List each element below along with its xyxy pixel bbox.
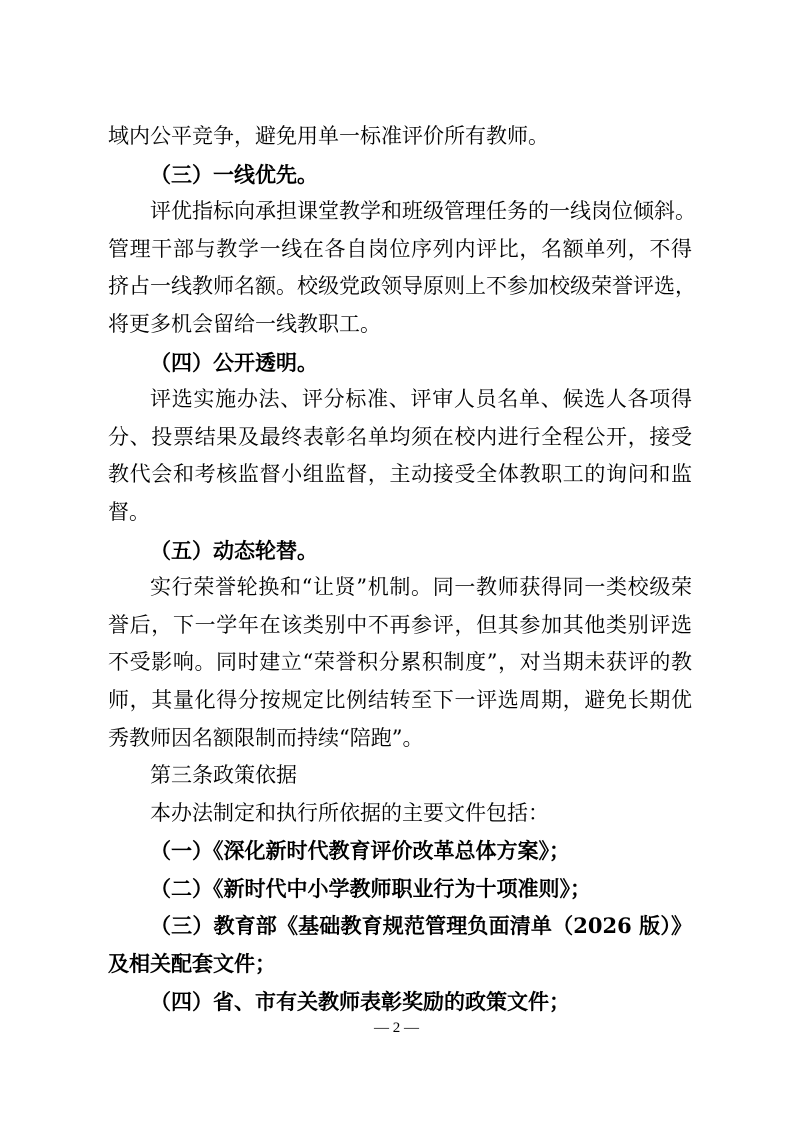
heading-line: （一）《深化新时代教育评价改革总体方案》； [150, 838, 570, 864]
text-line: 秀教师因名额限制而持续“陪跑”。 [108, 725, 424, 750]
heading-line: （四）公开透明。 [150, 349, 318, 375]
text-line: 不受影响。同时建立“荣誉积分累积制度”，对当期未获评的教 [108, 650, 692, 675]
text-line: 本办法制定和执行所依据的主要文件包括： [150, 800, 549, 825]
heading-line: （二）《新时代中小学教师职业行为十项准则》； [150, 875, 591, 901]
text-line: 誉后，下一学年在该类别中不再参评，但其参加其他类别评选 [108, 612, 692, 637]
text-line: 挤占一线教师名额。校级党政领导原则上不参加校级荣誉评选， [108, 274, 696, 299]
heading-line: （三）教育部《基础教育规范管理负面清单（2026 版）》 [150, 913, 692, 939]
heading-line: 及相关配套文件； [108, 951, 276, 977]
text-line: 分、投票结果及最终表彰名单均须在校内进行全程公开，接受 [108, 424, 692, 449]
page-number: — 2 — [374, 1020, 419, 1036]
text-line: 评优指标向承担课堂教学和班级管理任务的一线岗位倾斜。 [150, 199, 696, 224]
text-line: 将更多机会留给一线教职工。 [108, 311, 381, 336]
heading-line: （四）省、市有关教师表彰奖励的政策文件； [150, 988, 570, 1014]
document-body [108, 118, 696, 1020]
text-line: 域内公平竞争，避免用单一标准评价所有教师。 [108, 124, 549, 148]
heading-line: （五）动态轮替。 [150, 537, 318, 563]
text-line: 督。 [108, 499, 150, 524]
text-line: 实行荣誉轮换和“让贤”机制。同一教师获得同一类校级荣 [150, 575, 692, 600]
text-line: 教代会和考核监督小组监督，主动接受全体教职工的询问和监 [108, 462, 692, 487]
text-line: 管理干部与教学一线在各自岗位序列内评比，名额单列，不得 [108, 236, 692, 261]
text-line: 第三条政策依据 [150, 763, 297, 788]
text-line: 评选实施办法、评分标准、评审人员名单、候选人各项得 [150, 387, 692, 412]
heading-line: （三）一线优先。 [150, 161, 318, 187]
text-line: 师，其量化得分按规定比例结转至下一评选周期，避免长期优 [108, 687, 692, 712]
